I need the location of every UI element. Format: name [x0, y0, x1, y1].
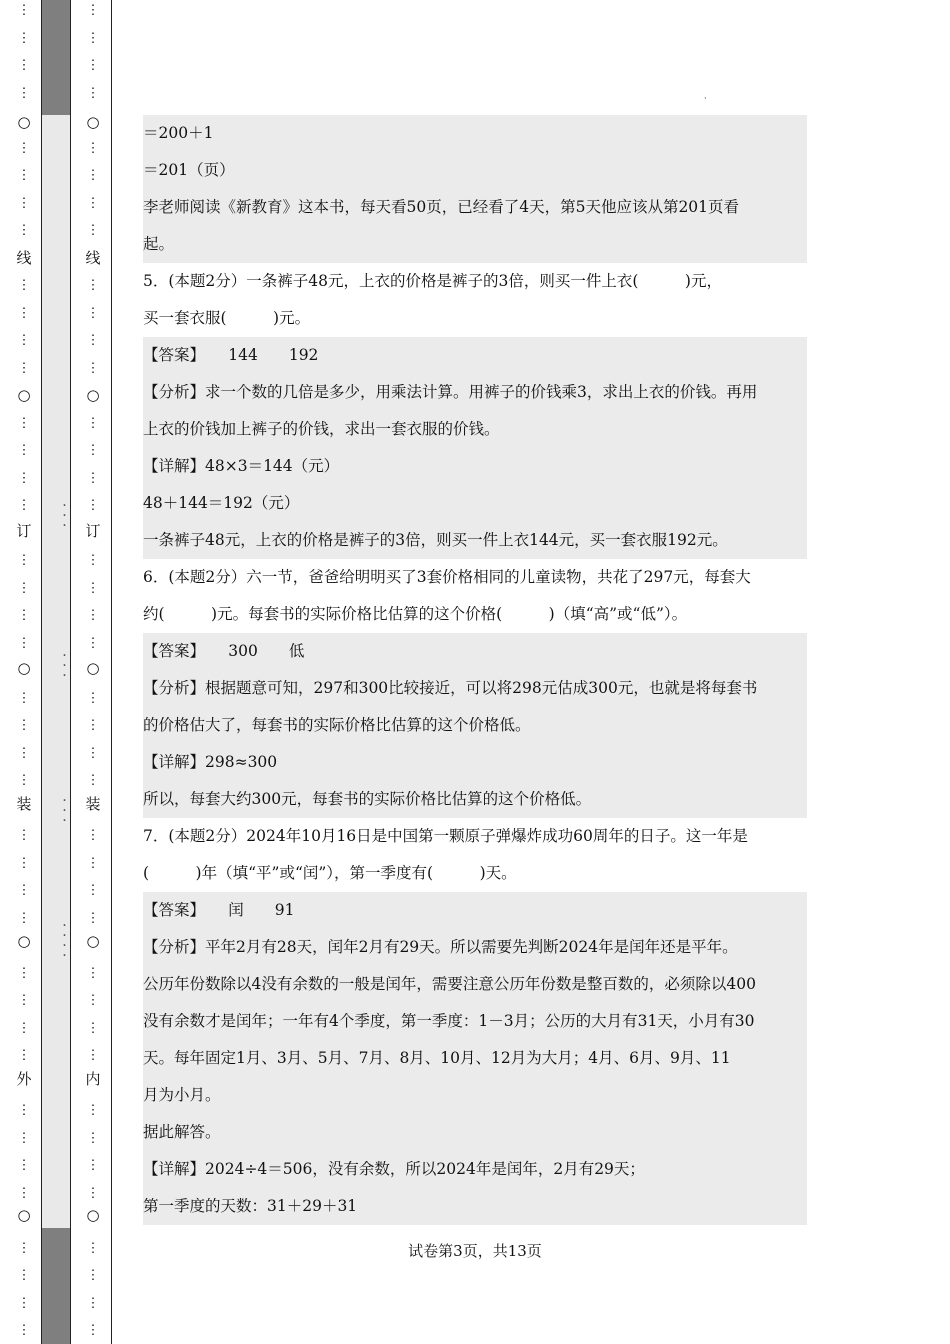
binding-circle: ○: [86, 1206, 100, 1224]
binding-label: 订: [85, 522, 101, 540]
binding-dots: ⋮: [86, 498, 100, 513]
binding-dots: ⋮: [86, 333, 100, 348]
binding-dots: ⋮: [86, 1158, 100, 1173]
question-line: 6．(本题2分）六一节，爸爸给明明买了3套价格相同的儿童读物，共花了297元，每套大: [143, 568, 751, 586]
binding-dots: ⋮: [17, 305, 31, 321]
binding-dots: ⋮: [17, 1048, 31, 1063]
binding-dots: ⋮: [86, 1268, 100, 1283]
faint-dots: ・・・・: [57, 920, 68, 960]
binding-dots: ⋮: [17, 993, 31, 1008]
binding-label: 外: [16, 1070, 32, 1088]
binding-dots: ⋮: [86, 223, 100, 238]
binding-circle: ○: [86, 659, 100, 677]
binding-dots: ⋮: [86, 580, 100, 596]
analysis-line: 【分析】根据题意可知，297和300比较接近，可以将298元估成300元，也就是将每套书: [143, 670, 807, 707]
binding-circle: ○: [17, 386, 31, 404]
binding-dots: ⋮: [17, 360, 31, 376]
binding-dots: ⋮: [86, 1295, 100, 1311]
binding-dots: ⋮: [17, 85, 31, 101]
faint-dots: ・・・: [57, 795, 68, 825]
binding-dots: ⋮: [17, 855, 31, 871]
binding-label: 内: [85, 1070, 101, 1088]
binding-dots: ⋮: [17, 1158, 31, 1173]
binding-dots: ⋮: [17, 828, 31, 843]
binding-circle: ○: [17, 932, 31, 950]
decorative-dot: ·: [704, 94, 707, 103]
binding-dots: ⋮: [86, 1020, 100, 1036]
binding-dots: ⋮: [86, 910, 100, 926]
answer-line: 【答案】 144 192: [143, 337, 807, 374]
detail-line: 【详解】48×3＝144（元）: [143, 448, 807, 485]
binding-dots: ⋮: [86, 608, 100, 623]
question-line: 7．(本题2分）2024年10月16日是中国第一颗原子弹爆炸成功60周年的日子。这一年是: [143, 827, 748, 845]
detail-line: 【详解】2024÷4＝506，没有余数，所以2024年是闰年，2月有29天；: [143, 1151, 807, 1188]
binding-dots: ⋮: [86, 360, 100, 376]
analysis-line: 没有余数才是闰年；一年有4个季度，第一季度：1－3月；公历的大月有31天，小月有30: [143, 1003, 807, 1040]
detail-line: 一条裤子48元，上衣的价格是裤子的3倍，则买一件上衣144元，买一套衣服192元。: [143, 522, 807, 559]
analysis-line: 【分析】平年2月有28天，闰年2月有29天。所以需要先判断2024年是闰年还是平年。: [143, 929, 807, 966]
analysis-line: 天。每年固定1月、3月、5月、7月、8月、10月、12月为大月；4月、6月、9月、11: [143, 1040, 807, 1077]
binding-dots: ⋮: [86, 305, 100, 321]
binding-dots: ⋮: [86, 1240, 100, 1256]
binding-dots: ⋮: [17, 1130, 31, 1146]
binding-dots: ⋮: [86, 278, 100, 293]
question-line: 买一套衣服( )元。: [143, 309, 311, 327]
binding-circle: ○: [17, 113, 31, 131]
binding-dots: ⋮: [17, 415, 31, 431]
binding-label: 装: [16, 795, 32, 813]
binding-dots: ⋮: [86, 553, 100, 568]
detail-line: 所以，每套大约300元，每套书的实际价格比估算的这个价格低。: [143, 781, 807, 818]
binding-circle: ○: [86, 932, 100, 950]
binding-dots: ⋮: [86, 30, 100, 46]
binding-dots: ⋮: [17, 553, 31, 568]
binding-dots: ⋮: [86, 195, 100, 211]
binding-dots: ⋮: [86, 1130, 100, 1146]
detail-line: 48＋144＝192（元）: [143, 485, 807, 522]
binding-dots: ⋮: [17, 1295, 31, 1311]
binding-dots: ⋮: [86, 745, 100, 761]
answer-line: ＝201（页）: [143, 152, 807, 189]
binding-line: [70, 0, 71, 1344]
binding-dots: ⋮: [17, 498, 31, 513]
detail-line: 【详解】298≈300: [143, 744, 807, 781]
binding-dots: ⋮: [86, 718, 100, 733]
binding-dots: ⋮: [17, 443, 31, 458]
binding-circle: ○: [86, 386, 100, 404]
binding-label: 线: [16, 249, 32, 267]
analysis-line: 的价格估大了，每套书的实际价格比估算的这个价格低。: [143, 707, 807, 744]
question-line: ( )年（填“平”或“闰”），第一季度有( )天。: [143, 864, 517, 882]
binding-dots: ⋮: [17, 1103, 31, 1118]
binding-dots: ⋮: [86, 635, 100, 651]
binding-dots: ⋮: [17, 333, 31, 348]
binding-dots: ⋮: [86, 883, 100, 898]
binding-dots: ⋮: [86, 470, 100, 486]
question-line: 5．(本题2分）一条裤子48元，上衣的价格是裤子的3倍，则买一件上衣( )元，: [143, 272, 722, 290]
binding-dots: ⋮: [86, 773, 100, 788]
binding-dots: ⋮: [86, 1048, 100, 1063]
binding-circle: ○: [17, 659, 31, 677]
binding-dots: ⋮: [17, 168, 31, 183]
faint-dots: ・・・: [57, 650, 68, 680]
binding-dots: ⋮: [17, 608, 31, 623]
binding-dots: ⋮: [17, 635, 31, 651]
detail-line: 第一季度的天数：31＋29＋31: [143, 1188, 807, 1225]
faint-dots: ・・・: [57, 500, 68, 530]
binding-dots: ⋮: [17, 30, 31, 46]
binding-label: 订: [16, 522, 32, 540]
binding-dots: ⋮: [17, 470, 31, 486]
binding-dots: ⋮: [86, 85, 100, 101]
binding-label: 装: [85, 795, 101, 813]
binding-dots: ⋮: [17, 580, 31, 596]
binding-dots: ⋮: [17, 1020, 31, 1036]
binding-dots: ⋮: [17, 690, 31, 706]
binding-dots: ⋮: [86, 58, 100, 73]
binding-dots: ⋮: [86, 993, 100, 1008]
analysis-line: 公历年份数除以4没有余数的一般是闰年，需要注意公历年份数是整百数的，必须除以400: [143, 966, 807, 1003]
gray-strip-bottom-cap: [41, 1228, 70, 1344]
page-footer: 试卷第3页，共13页: [408, 1242, 542, 1260]
binding-dots: ⋮: [17, 773, 31, 788]
binding-dots: ⋮: [17, 140, 31, 156]
analysis-line: 据此解答。: [143, 1114, 807, 1151]
analysis-line: 上衣的价钱加上裤子的价钱，求出一套衣服的价钱。: [143, 411, 807, 448]
binding-dots: ⋮: [17, 1240, 31, 1256]
binding-dots: ⋮: [86, 690, 100, 706]
gray-strip-top-cap: [41, 0, 70, 115]
binding-dots: ⋮: [17, 910, 31, 926]
binding-dots: ⋮: [86, 1323, 100, 1338]
binding-dots: ⋮: [17, 278, 31, 293]
analysis-line: 月为小月。: [143, 1077, 807, 1114]
binding-dots: ⋮: [17, 965, 31, 981]
binding-circle: ○: [86, 113, 100, 131]
binding-dots: ⋮: [17, 58, 31, 73]
binding-dots: ⋮: [17, 718, 31, 733]
binding-dots: ⋮: [17, 883, 31, 898]
binding-circle: ○: [17, 1206, 31, 1224]
binding-dots: ⋮: [17, 745, 31, 761]
answer-line: 李老师阅读《新教育》这本书，每天看50页，已经看了4天，第5天他应该从第201页看: [143, 189, 807, 226]
answer-line: 【答案】 闰 91: [143, 892, 807, 929]
binding-dots: ⋮: [86, 415, 100, 431]
binding-dots: ⋮: [86, 1103, 100, 1118]
binding-margin: [0, 0, 112, 1344]
binding-line: [111, 0, 112, 1344]
binding-dots: ⋮: [17, 1185, 31, 1201]
binding-dots: ⋮: [86, 140, 100, 156]
binding-dots: ⋮: [17, 1268, 31, 1283]
binding-dots: ⋮: [86, 855, 100, 871]
question-line: 约( )元。每套书的实际价格比估算的这个价格( )（填“高”或“低”）。: [143, 605, 688, 623]
binding-dots: ⋮: [86, 828, 100, 843]
binding-label: 线: [85, 249, 101, 267]
binding-dots: ⋮: [86, 168, 100, 183]
binding-dots: ⋮: [86, 965, 100, 981]
answer-line: 【答案】 300 低: [143, 633, 807, 670]
binding-dots: ⋮: [17, 223, 31, 238]
binding-dots: ⋮: [86, 443, 100, 458]
binding-dots: ⋮: [17, 3, 31, 18]
answer-line: ＝200＋1: [143, 115, 807, 152]
binding-dots: ⋮: [86, 3, 100, 18]
binding-dots: ⋮: [86, 1185, 100, 1201]
analysis-line: 【分析】求一个数的几倍是多少，用乘法计算。用裤子的价钱乘3，求出上衣的价钱。再用: [143, 374, 807, 411]
binding-dots: ⋮: [17, 195, 31, 211]
answer-line: 起。: [143, 226, 807, 263]
binding-dots: ⋮: [17, 1323, 31, 1338]
